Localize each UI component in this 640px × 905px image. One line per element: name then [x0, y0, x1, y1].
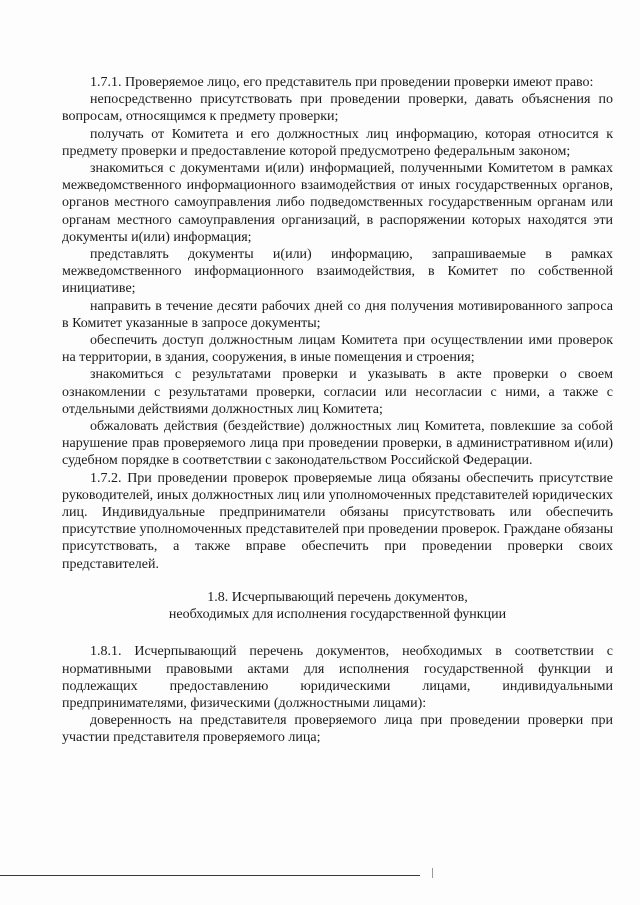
section-heading-1-8 [62, 589, 613, 623]
list-item-appeal: обжаловать действия (бездействие) должностных лиц Комитета, повлекшие за собой нарушение прав проверяемого лица при проведении проверки, в административном и(или) судебном порядке в соответствии с законодательством Российской Федерации. [62, 419, 613, 469]
list-item-submit-documents: представлять документы и(или) информацию, запрашиваемые в рамках межведомственного информационного взаимодействия, в Комитет по собственной инициативе; [62, 247, 613, 297]
list-item-send-documents: направить в течение десяти рабочих дней со дня получения мотивированного запроса в Комитет указанные в запросе документы; [62, 298, 613, 331]
scan-mark [432, 868, 433, 878]
paragraph-1-7-2: 1.7.2. При проведении проверок проверяемые лица обязаны обеспечить присутствие руководителей, иных должностных лиц или уполномоченных представителей юридических лиц. Индивидуальные предприниматели обязаны присутствовать или обеспечить присутствие уполномоченных представителей при проведении проверок. Граждане обязаны присутствовать, а также вправе обеспечить при проведении проверки своих представителей. [62, 470, 613, 572]
list-item-provide-access: обеспечить доступ должностным лицам Комитета при осуществлении ими проверок на территории, в здания, сооружения, в иные помещения и строения; [62, 333, 613, 366]
document-body [62, 74, 613, 747]
list-item-power-of-attorney: доверенность на представителя проверяемого лица при проведении проверки при участии представителя проверяемого лица; [62, 713, 613, 746]
footer-divider [0, 875, 420, 876]
list-item-receive-info: получать от Комитета и его должностных лиц информацию, которая относится к предмету проверки и предоставление которой предусмотрено федеральным законом; [62, 126, 613, 159]
list-item-review-documents: знакомиться с документами и(или) информацией, полученными Комитетом в рамках межведомственного информационного взаимодействия от иных государственных органов, органов местного самоуправления либо подведомственных государственным органам или органам местного самоуправления организаций, в распоряжении которых находятся эти документы и(или) информация; [62, 161, 613, 245]
section-heading-line-1: 1.8. Исчерпывающий перечень документов, [207, 589, 468, 605]
list-item-presence: непосредственно присутствовать при проведении проверки, давать объяснения по вопросам, относящимся к предмету проверки; [62, 92, 613, 125]
list-item-review-results: знакомиться с результатами проверки и указывать в акте проверки о своем ознакомлении с результатами проверки, согласии или несогласии с ними, а также с отдельными действиями должностных лиц Комитета; [62, 367, 613, 417]
section-heading-line-2: необходимых для исполнения государственной функции [168, 607, 507, 623]
paragraph-1-8-1: 1.8.1. Исчерпывающий перечень документов, необходимых в соответствии с нормативными правовыми актами для исполнения государственной функции и подлежащих предоставлению юридическими лицами, индивидуальными предпринимателями, физическими (должностными лицами): [62, 644, 613, 711]
section-1-8-body [62, 643, 613, 746]
paragraph-1-7-1: 1.7.1. Проверяемое лицо, его представитель при проведении проверки имеют право: [90, 75, 594, 90]
